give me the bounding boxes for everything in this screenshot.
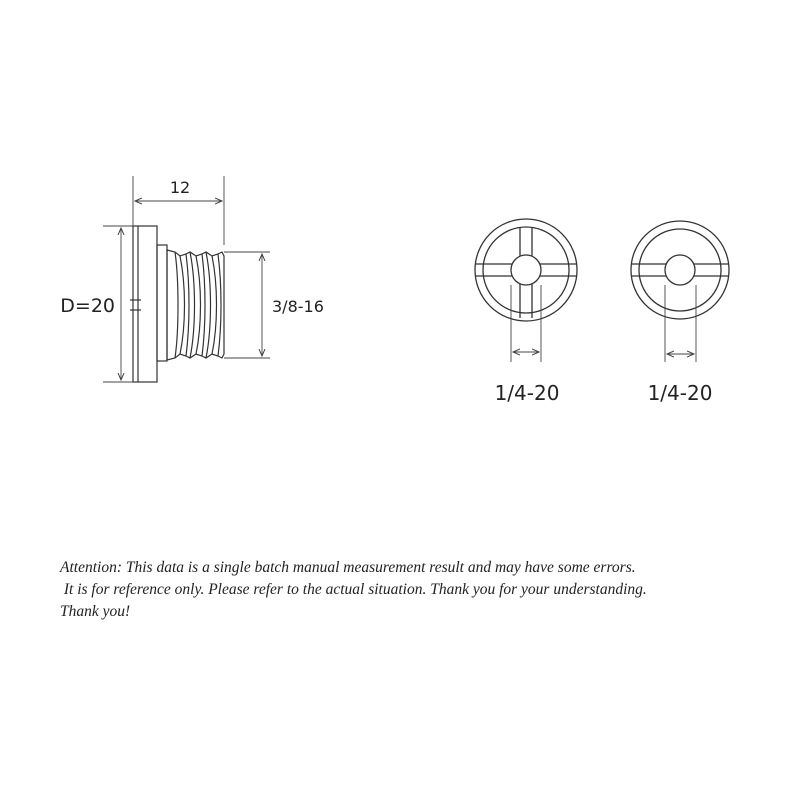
- thread-body: [157, 245, 224, 361]
- diameter-label: D=20: [60, 295, 115, 317]
- note-line-2: It is for reference only. Please refer to the actual situation. Thank you for your understanding.: [60, 581, 647, 598]
- length-label: 12: [169, 178, 191, 197]
- front-view-2-label: 1/4-20: [647, 381, 713, 405]
- front-view-cross-slot: [475, 219, 577, 362]
- attention-note: [60, 557, 780, 623]
- side-view: [103, 176, 270, 382]
- front-view-1-label: 1/4-20: [494, 381, 560, 405]
- note-line-1: Attention: This data is a single batch manual measurement result and may have some errors.: [60, 559, 636, 576]
- note-line-3: Thank you!: [60, 603, 131, 620]
- flange: [130, 226, 157, 382]
- thread-label: 3/8-16: [272, 297, 324, 316]
- front-view-straight-slot: [631, 221, 729, 362]
- dimension-thread: [224, 252, 270, 358]
